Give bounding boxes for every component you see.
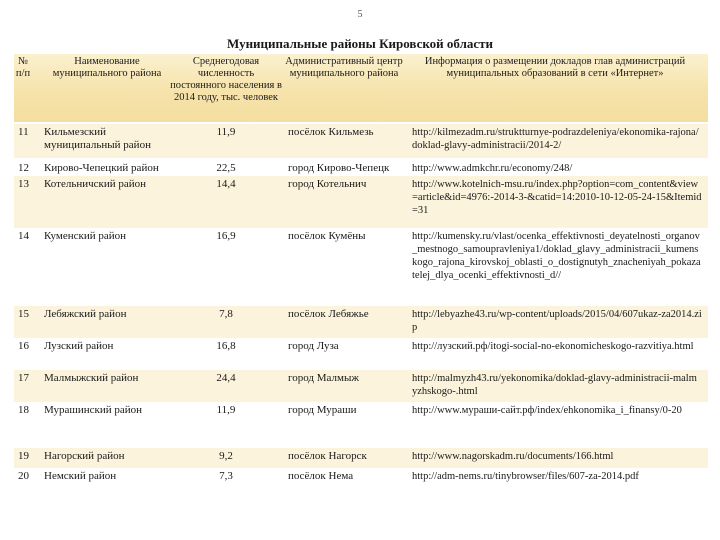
cell-population: 14,4 <box>216 178 236 190</box>
cell-url[interactable]: http://www.nagorskadm.ru/documents/166.html <box>412 451 614 462</box>
cell-num: 15 <box>18 308 29 320</box>
cell-num: 14 <box>18 230 29 242</box>
cell-population: 11,9 <box>216 126 236 138</box>
cell-population: 9,2 <box>219 450 233 462</box>
cell-center: посёлок Кумёны <box>288 230 366 242</box>
cell-url[interactable]: http://kilmezadm.ru/struktturnye-podrazdeleniya/ekonomika-rajona/doklad-glavy-administracii/2014-2/ <box>412 127 699 151</box>
cell-name: Лузский район <box>44 340 114 352</box>
cell-num: 17 <box>18 372 29 384</box>
cell-num: 16 <box>18 340 29 352</box>
header-info: Информация о размещении докладов глав администраций муниципальных образований в сети «Интернет» <box>424 56 686 79</box>
cell-name: Нагорский район <box>44 450 125 462</box>
cell-url[interactable]: http://лузский.рф/itogi-social-no-ekonomicheskogo-razvitiya.html <box>412 341 694 352</box>
cell-center: посёлок Кильмезь <box>288 126 374 138</box>
cell-name: Котельничский район <box>44 178 147 190</box>
cell-name: Лебяжский район <box>44 308 127 320</box>
cell-population: 11,9 <box>216 404 236 416</box>
header-population: Среднегодовая численность постоянного населения в 2014 году, тыс. человек <box>170 56 282 103</box>
cell-name: Куменский район <box>44 230 127 242</box>
cell-population: 16,9 <box>216 230 236 242</box>
cell-center: город Луза <box>288 340 339 352</box>
cell-name: Мурашинский район <box>44 404 143 416</box>
cell-num: 19 <box>18 450 29 462</box>
cell-name: Немский район <box>44 470 117 482</box>
cell-population: 7,3 <box>219 470 233 482</box>
cell-url[interactable]: http://adm-nems.ru/tinybrowser/files/607-za-2014.pdf <box>412 471 639 482</box>
cell-center: город Малмыж <box>288 372 359 384</box>
cell-num: 20 <box>18 470 29 482</box>
cell-name: Малмыжский район <box>44 372 139 384</box>
header-num: № п/п <box>15 56 31 79</box>
cell-num: 18 <box>18 404 29 416</box>
page-title: Муниципальные районы Кировской области <box>226 36 494 51</box>
cell-name: Кирово-Чепецкий район <box>44 162 159 174</box>
cell-num: 11 <box>18 126 29 138</box>
cell-url[interactable]: http://kumensky.ru/vlast/ocenka_effektivnosti_deyatelnosti_organov_mestnogo_samoupravleniya1/doklad_glavy_administracii_kumenskogo_rajona_kirovskoj_oblasti_o_dostignutyh_znacheniyah_pokazatelej_dlya_ocenki_effektivnosti_d// <box>412 231 701 281</box>
cell-url[interactable]: http://www.мураши-сайт.рф/index/ehkonomika_i_finansy/0-20 <box>412 405 682 416</box>
cell-url[interactable]: http://www.kotelnich-msu.ru/index.php?option=com_content&view=article&id=4976:-2014-3-&catid=14:2010-10-12-05-24-15&Itemid=31 <box>412 179 702 216</box>
cell-population: 7,8 <box>219 308 233 320</box>
cell-center: город Кирово-Чепецк <box>288 162 390 174</box>
cell-center: посёлок Нагорск <box>288 450 367 462</box>
header-center: Административный центр муниципального района <box>285 56 403 79</box>
cell-population: 24,4 <box>216 372 236 384</box>
cell-num: 12 <box>18 162 29 174</box>
cell-center: посёлок Нема <box>288 470 354 482</box>
cell-num: 13 <box>18 178 29 190</box>
cell-population: 22,5 <box>216 162 236 174</box>
cell-url[interactable]: http://lebyazhe43.ru/wp-content/uploads/2015/04/607ukaz-za2014.zip <box>412 309 702 333</box>
cell-population: 16,8 <box>216 340 236 352</box>
cell-center: город Котельнич <box>288 178 367 190</box>
cell-url[interactable]: http://malmyzh43.ru/yekonomika/doklad-glavy-administracii-malmyzhskogo-.html <box>412 373 697 397</box>
cell-center: город Мураши <box>288 404 357 416</box>
cell-url[interactable]: http://www.admkchr.ru/economy/248/ <box>412 163 573 174</box>
page-number: 5 <box>357 9 363 20</box>
header-name: Наименование муниципального района <box>52 56 162 79</box>
cell-center: посёлок Лебяжье <box>288 308 369 320</box>
cell-name: Кильмезский муниципальный район <box>44 126 151 151</box>
